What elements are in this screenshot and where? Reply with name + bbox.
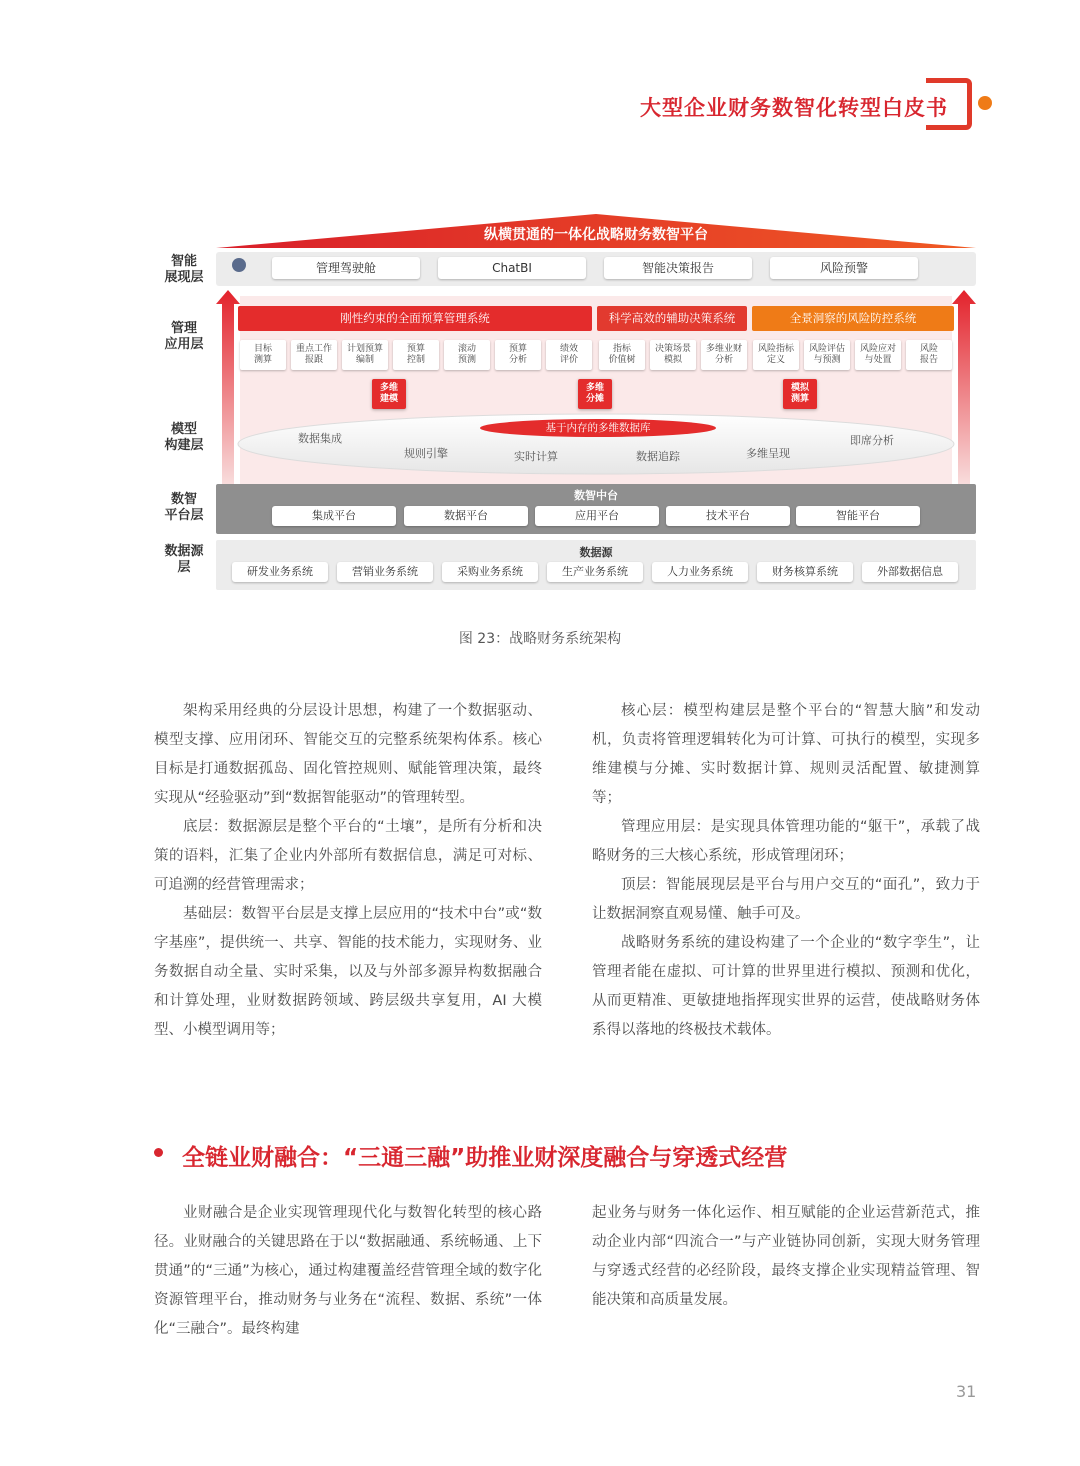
source-item: 财务核算系统 (757, 562, 853, 582)
app-cell: 预算 控制 (393, 340, 439, 370)
app-cell: 风险应对 与处置 (855, 340, 901, 370)
model-core-label: 基于内存的多维数据库 (545, 422, 651, 434)
app-cell: 决策场景 模拟 (650, 340, 696, 370)
left-pillar-arrow (216, 290, 240, 484)
app-cell: 计划预算 编制 (342, 340, 388, 370)
source-title: 数据源 (579, 546, 613, 559)
system-head-risk: 全景洞察的风险防控系统 (752, 306, 954, 331)
layer-label-platform: 数智 平台层 (164, 492, 204, 523)
architecture-diagram (0, 0, 1080, 600)
model-item: 实时计算 (514, 450, 558, 463)
robot-icon (232, 258, 246, 272)
section-left-column (154, 1199, 542, 1344)
presentation-item: ChatBI (438, 257, 586, 279)
presentation-item: 管理驾驶舱 (272, 257, 420, 279)
source-item: 采购业务系统 (442, 562, 538, 582)
layer-label-presentation: 智能 展现层 (164, 254, 204, 285)
paragraph: 战略财务系统的建设构建了一个企业的“数字孪生”，让管理者能在虚拟、可计算的世界里进行模拟、预测和优化，从而更精准、更敏捷地指挥现实世界的运营，使战略财务体系得以落地的终极技术载体。 (592, 935, 980, 1038)
platform-item: 应用平台 (535, 506, 659, 526)
app-cell: 多维业财 分析 (701, 340, 747, 370)
platform-item: 数据平台 (404, 506, 528, 526)
paragraph: 架构采用经典的分层设计思想，构建了一个数据驱动、模型支撑、应用闭环、智能交互的完整系统架构体系。核心目标是打通数据孤岛、固化管控规则、赋能管理决策，最终实现从“经验驱动”到“数据智能驱动”的管理转型。 (154, 703, 542, 806)
app-cell: 风险 报告 (906, 340, 952, 370)
layer-label-source: 数据源 层 (164, 544, 204, 575)
paragraph: 管理应用层：是实现具体管理功能的“躯干”，承载了战略财务的三大核心系统，形成管理闭环； (592, 819, 980, 864)
paragraph: 起业务与财务一体化运作、相互赋能的企业运营新范式，推动企业内部“四流合一”与产业链协同创新，实现大财务管理与穿透式经营的必经阶段，最终支撑企业实现精益管理、智能决策和高质量发展。 (592, 1205, 980, 1308)
platform-item: 集成平台 (272, 506, 396, 526)
roof-title: 纵横贯通的一体化战略财务数智平台 (484, 227, 708, 243)
paragraph: 底层：数据源层是整个平台的“土壤”，是所有分析和决策的语料，汇集了企业内外部所有数据信息，满足可对标、可追溯的经营管理需求； (154, 819, 542, 893)
right-pillar-arrow (952, 290, 976, 484)
page-number: 31 (956, 1382, 977, 1401)
model-item: 数据集成 (298, 432, 342, 445)
app-cell: 目标 测算 (240, 340, 286, 370)
source-item: 营销业务系统 (337, 562, 433, 582)
source-item: 研发业务系统 (232, 562, 328, 582)
app-cell: 指标 价值树 (599, 340, 645, 370)
app-cell: 绩效 评价 (546, 340, 592, 370)
section-right-column (592, 1199, 980, 1315)
right-column (592, 697, 980, 1045)
section-title: 全链业财融合：“三通三融”助推业财深度融合与穿透式经营 (182, 1145, 788, 1171)
figure-caption: 图 23：战略财务系统架构 (458, 631, 622, 647)
app-cell: 风险评估 与预测 (804, 340, 850, 370)
paragraph: 核心层：模型构建层是整个平台的“智慧大脑”和发动机，负责将管理逻辑转化为可计算、可执行的模型，实现多维建模与分摊、实时数据计算、规则灵活配置、敏捷测算等； (592, 703, 980, 806)
model-box: 多维 建模 (372, 379, 406, 409)
platform-item: 技术平台 (666, 506, 790, 526)
paragraph: 业财融合是企业实现管理现代化与数智化转型的核心路径。业财融合的关键思路在于以“数据融通、系统畅通、上下贯通”的“三通”为核心，通过构建覆盖经营管理全域的数字化资源管理平台，推动财务与业务在“流程、数据、系统”一体化“三融合”。最终构建 (154, 1205, 542, 1337)
source-item: 人力业务系统 (652, 562, 748, 582)
app-cell: 预算 分析 (495, 340, 541, 370)
presentation-item: 风险预警 (770, 257, 918, 279)
document-header-title: 大型企业财务数智化转型白皮书 (640, 96, 948, 120)
model-item: 即席分析 (850, 434, 894, 447)
system-head-decision: 科学高效的辅助决策系统 (597, 306, 747, 331)
app-cell: 重点工作 报跟 (291, 340, 337, 370)
model-item: 规则引擎 (404, 447, 448, 460)
platform-item: 智能平台 (796, 506, 920, 526)
model-item: 多维呈现 (746, 447, 790, 460)
app-cell: 风险指标 定义 (753, 340, 799, 370)
paragraph: 顶层：智能展现层是平台与用户交互的“面孔”，致力于让数据洞察直观易懂、触手可及。 (592, 877, 980, 922)
system-head-budget: 刚性约束的全面预算管理系统 (238, 306, 592, 331)
model-item: 数据追踪 (636, 450, 680, 463)
app-cell: 滚动 预测 (444, 340, 490, 370)
left-column (154, 697, 542, 1045)
model-box: 模拟 测算 (783, 379, 817, 409)
section-bullet-icon (154, 1148, 163, 1157)
source-item: 外部数据信息 (862, 562, 958, 582)
source-item: 生产业务系统 (547, 562, 643, 582)
presentation-item: 智能决策报告 (604, 257, 752, 279)
paragraph: 基础层：数智平台层是支撑上层应用的“技术中台”或“数字基座”，提供统一、共享、智能的技术能力，实现财务、业务数据自动全量、实时采集，以及与外部多源异构数据融合和计算处理，业财数据跨领域、跨层级共享复用，AI 大模型、小模型调用等； (154, 906, 542, 1038)
layer-label-model: 模型 构建层 (164, 422, 204, 453)
layer-label-application: 管理 应用层 (164, 321, 204, 352)
model-box: 多维 分摊 (578, 379, 612, 409)
platform-title: 数智中台 (574, 489, 618, 502)
